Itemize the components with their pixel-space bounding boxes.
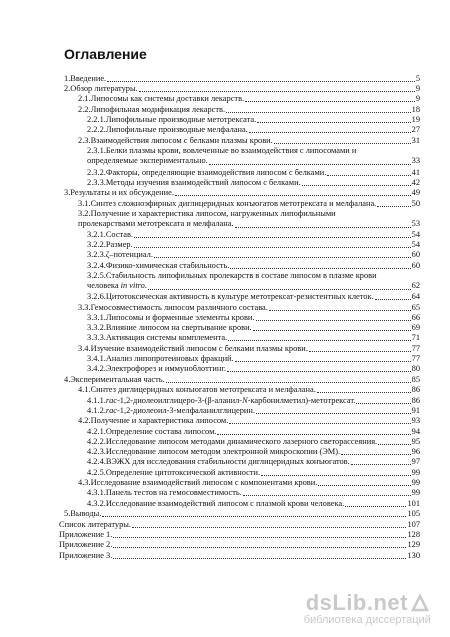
dot-leader	[134, 237, 411, 238]
toc-entry-page: 42	[411, 178, 420, 187]
toc-entry-title: 3.3.Гемосовместимость липосом различного состава.	[78, 303, 268, 312]
toc-entry[interactable]	[87, 125, 420, 134]
page-title: Оглавление	[64, 46, 147, 62]
toc-entry[interactable]	[87, 396, 420, 405]
toc-entry[interactable]	[87, 437, 420, 446]
toc-entry-title: 2.Обзор литературы.	[64, 84, 138, 93]
toc-entry-page: 27	[411, 125, 420, 134]
toc-entry[interactable]	[78, 199, 420, 208]
dot-leader	[175, 195, 411, 196]
dot-leader	[327, 175, 410, 176]
dot-leader	[113, 547, 406, 548]
toc-entry-title: Список литературы.	[59, 520, 131, 529]
toc-entry-title: 3.Результаты и их обсуждение.	[64, 188, 174, 197]
toc-entry-title: Приложение 3.	[59, 551, 113, 560]
toc-entry-title-line1: 3.2.5.Стабильность липофильных пролекарств в составе липосом в плазме крови	[87, 271, 377, 280]
toc-entry[interactable]	[87, 364, 420, 373]
toc-entry-page: 54	[411, 230, 420, 239]
toc-entry-title: 2.3.2.Факторы, определяющие взаимодействия липосом с белками.	[87, 168, 327, 177]
dot-leader	[230, 268, 410, 269]
toc-entry[interactable]	[87, 427, 420, 436]
toc-entry-title-line2: пролекарствами метотрексата и мелфалана.	[78, 219, 234, 228]
dot-leader	[102, 516, 406, 517]
toc-entry-title: 4.1.Синтез диглицеридных конъюгатов метотрексата и мелфалана.	[78, 385, 316, 394]
watermark-logo: dsLib.net	[305, 590, 408, 615]
toc-entry[interactable]	[78, 105, 420, 114]
dot-leader	[318, 485, 410, 486]
toc-entry-title: 2.3.Взаимодействия липосом с белками плазмы крови.	[78, 136, 273, 145]
toc-entry[interactable]	[87, 354, 420, 363]
toc-entry[interactable]	[87, 499, 420, 508]
toc-entry-page: 105	[407, 509, 420, 518]
dslib-watermark	[303, 590, 431, 626]
toc-entry-page: 99	[411, 478, 420, 487]
dot-leader	[345, 506, 406, 507]
toc-entry-page: 53	[411, 219, 420, 228]
toc-entry-title: 4.2.4.ВЭЖХ для исследования стабильности диглицеридных конъюгатов.	[87, 457, 350, 466]
toc-entry-page: 19	[411, 115, 420, 124]
toc-entry-page: 99	[411, 488, 420, 497]
toc-entry-page: 130	[407, 551, 420, 560]
toc-entry-page: 86	[411, 396, 420, 405]
dot-leader	[107, 81, 415, 82]
toc-entry-page: 31	[411, 136, 420, 145]
dot-leader	[341, 454, 411, 455]
toc-entry[interactable]	[59, 540, 420, 549]
toc-entry-page: 101	[407, 499, 420, 508]
dot-leader	[309, 351, 411, 352]
toc-entry-title: 3.4.1.Анализ липопротеиновых фракций.	[87, 354, 234, 363]
dot-leader	[227, 371, 411, 372]
dot-leader	[166, 382, 411, 383]
dot-leader	[269, 310, 411, 311]
toc-entry-title: 3.1.Синтез сложноэфирных диглицеридных конъюгатов метотрексата и мелфалана.	[78, 199, 377, 208]
toc-entry[interactable]	[87, 323, 420, 332]
toc-entry-title: 3.2.2.Размер.	[87, 240, 133, 249]
toc-entry-title: 3.4.Изучение взаимодействий липосом с белками плазмы крови.	[78, 344, 308, 353]
dot-leader	[256, 413, 411, 414]
toc-entry-page: 129	[407, 540, 420, 549]
toc-entry[interactable]	[78, 385, 420, 394]
toc-entry-title: 4.2.2.Исследование липосом методами динамического лазерного светорассеяния.	[87, 437, 378, 446]
dot-leader	[235, 227, 411, 228]
dot-leader	[132, 527, 406, 528]
toc-entry[interactable]	[87, 292, 420, 301]
dot-leader	[377, 206, 410, 207]
toc-entry-page: 80	[411, 364, 420, 373]
toc-entry-page: 107	[407, 520, 420, 529]
toc-entry-page: 9	[415, 94, 420, 103]
toc-entry[interactable]	[64, 509, 420, 518]
toc-entry[interactable]	[64, 74, 420, 83]
dot-leader	[228, 340, 410, 341]
toc-entry[interactable]	[78, 94, 420, 103]
dot-leader	[226, 112, 411, 113]
toc-entry-title: 2.2.1.Липофильные производные метотрексата.	[87, 115, 257, 124]
dot-leader	[351, 464, 411, 465]
toc-entry-page: 97	[411, 457, 420, 466]
toc-entry[interactable]	[87, 240, 420, 249]
watermark-subtitle: библиотека диссертаций	[303, 614, 431, 626]
toc-entry[interactable]	[87, 115, 420, 124]
toc-entry[interactable]	[59, 520, 420, 529]
toc-entry-title: 3.2.1.Состав.	[87, 230, 134, 239]
toc-entry[interactable]	[59, 551, 420, 560]
toc-entry-title: 4.1.2.rac-1,2-диолеоил-3-мелфаланилглицерин.	[87, 406, 255, 415]
toc-entry[interactable]	[87, 313, 420, 322]
toc-entry-title: 4.2.1.Определение состава липосом.	[87, 427, 217, 436]
toc-entry-title-line1: 3.2.Получение и характеристика липосом, нагруженных липофильными	[78, 209, 336, 218]
dot-leader	[378, 444, 410, 445]
dot-leader	[217, 434, 410, 435]
toc-entry-page: 33	[411, 156, 420, 165]
toc-entry-page: 91	[411, 406, 420, 415]
toc-entry-title: 1.Введение.	[64, 74, 107, 83]
toc-entry[interactable]	[64, 188, 420, 197]
watermark-arrow-icon	[410, 593, 430, 613]
dot-leader	[113, 537, 406, 538]
dot-leader	[243, 495, 411, 496]
dot-leader	[317, 392, 411, 393]
toc-entry[interactable]	[64, 84, 420, 93]
toc-entry-page: 128	[407, 530, 420, 539]
toc-entry-title: 3.3.3.Активация системы комплемента.	[87, 333, 228, 342]
dot-leader	[253, 330, 411, 331]
toc-entry-title: 4.3.2.Исследование взаимодействий липосом с плазмой крови человека.	[87, 499, 345, 508]
toc-entry-title: Приложение 1.	[59, 530, 113, 539]
dot-leader	[302, 185, 411, 186]
dot-leader	[154, 257, 411, 258]
toc-entry[interactable]	[87, 447, 420, 456]
toc-entry-page: 62	[411, 281, 420, 290]
toc-entry-page: 64	[411, 292, 420, 301]
toc-entry-title: 3.3.2.Влияние липосом на свертывание крови.	[87, 323, 252, 332]
toc-entry-page: 54	[411, 240, 420, 249]
toc-entry[interactable]	[87, 468, 420, 477]
toc-entry[interactable]	[78, 478, 420, 487]
toc-entry-title: 4.2.5.Определение цитотоксической активности.	[87, 468, 261, 477]
toc-entry-page: 94	[411, 427, 420, 436]
toc-entry-title: 2.2.2.Липофильные производные мелфалана.	[87, 125, 248, 134]
toc-entry-title: 4.3.Исследование взаимодействий липосом с компонентами крови.	[78, 478, 318, 487]
toc-entry-title: 3.2.3.ζ–потенциал.	[87, 250, 153, 259]
toc-entry-page: 86	[411, 385, 420, 394]
toc-entry-page: 77	[411, 354, 420, 363]
toc-entry-title: Приложение 2.	[59, 540, 113, 549]
toc-entry[interactable]	[78, 344, 420, 353]
toc-entry-title: 3.2.4.Физико-химическая стабильность.	[87, 261, 230, 270]
toc-entry-title-line2: человека in vitro.	[87, 281, 147, 290]
dot-leader	[235, 361, 411, 362]
toc-entry[interactable]	[87, 488, 420, 497]
toc-entry-page: 99	[411, 468, 420, 477]
toc-entry[interactable]	[87, 250, 420, 259]
toc-entry-title: 5.Выводы.	[64, 509, 102, 518]
toc-entry[interactable]	[78, 303, 420, 312]
toc-entry-page: 41	[411, 168, 420, 177]
toc-entry-title: 2.2.Липофильная модификация лекарств.	[78, 105, 226, 114]
toc-entry-page: 50	[411, 199, 420, 208]
toc-entry-page: 49	[411, 188, 420, 197]
toc-entry-title: 4.Экспериментальная часть.	[64, 375, 165, 384]
toc-entry[interactable]	[87, 406, 420, 415]
dot-leader	[209, 164, 411, 165]
dot-leader	[139, 91, 415, 92]
toc-entry-title: 4.3.1.Панель тестов на гемосовместимость.	[87, 488, 242, 497]
toc-entry-page: 66	[411, 313, 420, 322]
dot-leader	[113, 558, 406, 559]
toc-entry-title: 2.1.Липосомы как системы доставки лекарств.	[78, 94, 245, 103]
toc-entry-title-line2: определяемые экспериментально.	[87, 156, 208, 165]
toc-entry-page: 18	[411, 105, 420, 114]
dot-leader	[257, 122, 410, 123]
dot-leader	[256, 320, 411, 321]
toc-entry-page: 71	[411, 333, 420, 342]
dot-leader	[229, 423, 410, 424]
toc-entry[interactable]	[87, 146, 420, 166]
toc-entry-page: 77	[411, 344, 420, 353]
dot-leader	[245, 101, 415, 102]
toc-entry-page: 85	[411, 375, 420, 384]
dot-leader	[375, 299, 411, 300]
toc-entry-title: 4.2.Получение и характеристика липосом.	[78, 416, 229, 425]
toc-entry-title-line1: 2.3.1.Белки плазмы крови, вовлеченные во взаимодействия с липосомами и	[87, 146, 357, 155]
toc-entry[interactable]	[87, 333, 420, 342]
toc-entry-title: 2.3.3.Методы изучения взаимодействий липосом с белками.	[87, 178, 301, 187]
dot-leader	[134, 247, 411, 248]
toc-entry-page: 69	[411, 323, 420, 332]
toc-entry-page: 9	[415, 84, 420, 93]
toc-entry[interactable]	[78, 416, 420, 425]
toc-entry-title: 4.1.1.rac-1,2-диолеоилглицеро-3-(β-аланил-N-карбонилметил)-метотрексат.	[87, 396, 356, 405]
toc-entry[interactable]	[64, 375, 420, 384]
toc-entry-page: 60	[411, 250, 420, 259]
toc-entry-page: 95	[411, 437, 420, 446]
toc-entry[interactable]	[78, 209, 420, 229]
toc-entry-page: 93	[411, 416, 420, 425]
toc-entry[interactable]	[87, 271, 420, 291]
toc-entry[interactable]	[87, 261, 420, 270]
toc-entry-page: 60	[411, 261, 420, 270]
toc-entry[interactable]	[87, 178, 420, 187]
toc-entry-page: 96	[411, 447, 420, 456]
toc-entry[interactable]	[59, 530, 420, 539]
dot-leader	[148, 289, 411, 290]
toc-entry[interactable]	[87, 457, 420, 466]
toc-entry[interactable]	[87, 230, 420, 239]
toc-entry-page: 5	[415, 74, 420, 83]
dot-leader	[249, 132, 411, 133]
toc-entry[interactable]	[78, 136, 420, 145]
toc-entry-page: 65	[411, 303, 420, 312]
toc-entry-title: 3.4.2.Электрофорез и иммуноблоттинг.	[87, 364, 226, 373]
toc-entry-title: 4.2.3.Исследование липосом методом электронной микроскопии (ЭМ).	[87, 447, 341, 456]
dot-leader	[261, 475, 411, 476]
dot-leader	[356, 403, 410, 404]
toc-entry-title: 3.3.1.Липосомы и форменные элементы крови.	[87, 313, 255, 322]
toc-entry-title: 3.2.6.Цитотоксическая активность в культуре метотрексат-резистентных клеток.	[87, 292, 374, 301]
dot-leader	[274, 143, 411, 144]
toc-entry[interactable]	[87, 168, 420, 177]
